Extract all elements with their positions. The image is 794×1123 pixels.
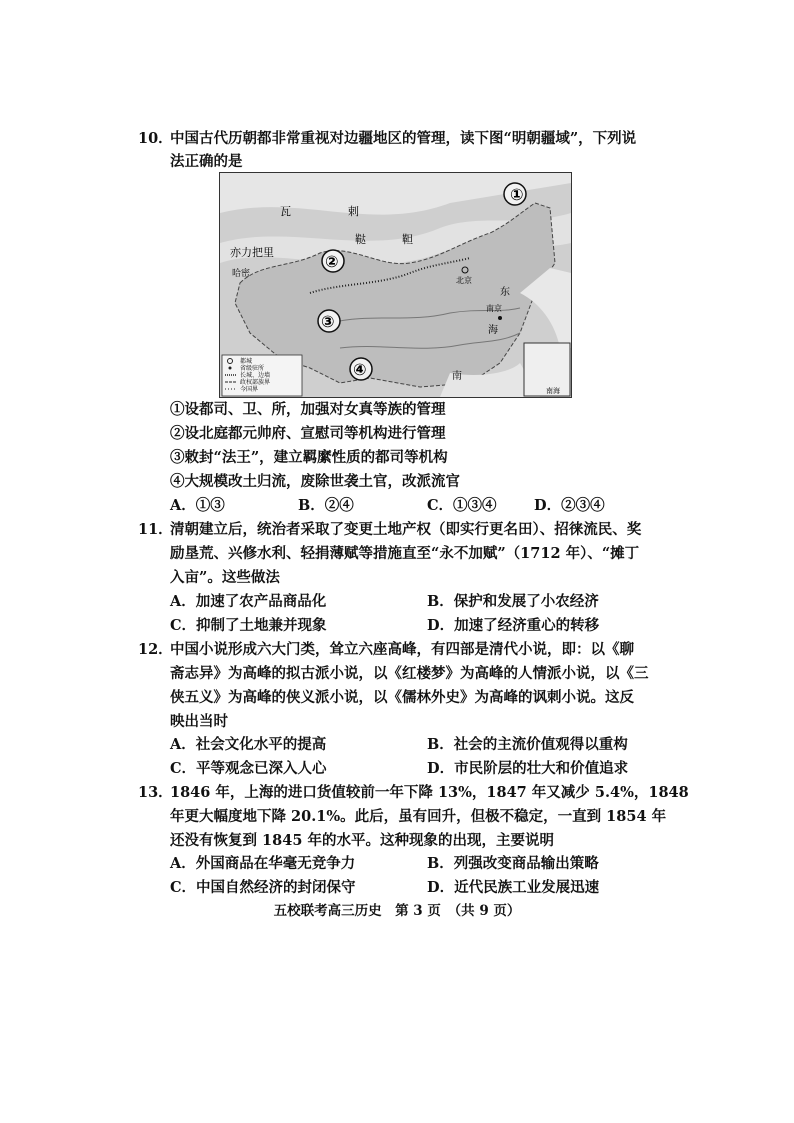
question-10-option-c[interactable]: C．①③④ <box>427 497 497 514</box>
question-12-option-b[interactable]: B．社会的主流价值观得以重构 <box>427 736 628 753</box>
question-10-option-a[interactable]: A．①③ <box>170 497 225 514</box>
map-region-2-label: ② <box>325 252 339 271</box>
map-label-nan: 南 <box>452 371 462 382</box>
question-13-option-a[interactable]: A．外国商品在华毫无竞争力 <box>170 855 356 872</box>
question-11-option-d[interactable]: D．加速了经济重心的转移 <box>427 617 600 634</box>
map-label-nanjing: 南京 <box>486 304 502 313</box>
question-10-number: 10． <box>138 130 173 147</box>
question-10-statement-3: ③敕封“法王”，建立羁縻性质的都司等机构 <box>170 449 448 466</box>
question-12-stem-line3: 侠五义》为高峰的侠义派小说，以《儒林外史》为高峰的讽刺小说。这反 <box>170 689 634 706</box>
question-10-option-d[interactable]: D．②③④ <box>534 497 605 514</box>
question-10-statement-2: ②设北庭都元帅府、宣慰司等机构进行管理 <box>170 425 446 442</box>
question-12-stem-line4: 映出当时 <box>170 713 228 730</box>
ming-dynasty-map <box>219 172 572 398</box>
question-12-stem-line2: 斋志异》为高峰的拟古派小说，以《红楼梦》为高峰的人情派小说，以《三 <box>170 665 649 682</box>
map-graphic <box>220 173 571 397</box>
question-10-statement-1: ①设都司、卫、所，加强对女真等族的管理 <box>170 401 446 418</box>
legend-item-5: 今国界 <box>240 386 259 393</box>
legend-item-4: 政权部族界 <box>240 379 271 386</box>
nanjing-marker <box>498 316 502 320</box>
map-label-la: 剌 <box>348 205 359 218</box>
question-10-stem-line2: 法正确的是 <box>170 153 243 170</box>
question-11-option-a[interactable]: A．加速了农产品商品化 <box>170 593 327 610</box>
question-12-option-d[interactable]: D．市民阶层的壮大和价值追求 <box>427 760 629 777</box>
map-region-4-label: ④ <box>353 360 367 379</box>
question-13-option-d[interactable]: D．近代民族工业发展迅速 <box>427 879 600 896</box>
map-label-dong: 东 <box>500 287 510 298</box>
question-10-stem-line1: 中国古代历朝都非常重视对边疆地区的管理，读下图“明朝疆域”，下列说 <box>170 130 637 147</box>
question-13-stem-line2: 年更大幅度地下降 20.1%。此后，虽有回升，但极不稳定，一直到 1854 年 <box>170 808 667 825</box>
question-13-option-c[interactable]: C．中国自然经济的封闭保守 <box>170 879 356 896</box>
legend-item-1: 都城 <box>240 358 253 365</box>
map-label-hai: 海 <box>488 325 498 336</box>
map-label-da: 鞑 <box>355 233 366 246</box>
question-12-number: 12． <box>138 641 173 658</box>
question-11-option-b[interactable]: B．保护和发展了小农经济 <box>427 593 599 610</box>
map-region-3-label: ③ <box>321 312 335 331</box>
question-11-stem-line1: 清朝建立后，统治者采取了变更土地产权（即实行更名田）、招徕流民、奖 <box>170 521 642 538</box>
legend-item-3: 长城、边墙 <box>240 372 271 379</box>
question-11-number: 11． <box>138 521 173 538</box>
map-label-wa: 瓦 <box>280 205 291 218</box>
question-11-stem-line3: 入亩”。这些做法 <box>170 569 280 586</box>
question-10-statement-4: ④大规模改土归流，废除世袭土官，改派流官 <box>170 473 460 490</box>
map-label-beijing: 北京 <box>456 276 472 285</box>
question-13-number: 13． <box>138 784 173 801</box>
map-label-yili: 亦力把里 <box>230 246 274 259</box>
question-13-stem-line3: 还没有恢复到 1845 年的水平。这种现象的出现，主要说明 <box>170 832 554 849</box>
map-label-nanhai: 南海 <box>546 387 560 395</box>
question-12-option-c[interactable]: C．平等观念已深入人心 <box>170 760 327 777</box>
question-13-option-b[interactable]: B．列强改变商品输出策略 <box>427 855 599 872</box>
question-12-option-a[interactable]: A．社会文化水平的提高 <box>170 736 327 753</box>
question-10-option-b[interactable]: B．②④ <box>298 497 354 514</box>
question-11-stem-line2: 励垦荒、兴修水利、轻捐薄赋等措施直至“永不加赋”（1712 年）、“摊丁 <box>170 545 640 562</box>
legend-item-2: 省级驻所 <box>240 365 265 372</box>
page-footer: 五校联考高三历史 第 3 页 （共 9 页） <box>273 903 521 919</box>
question-13-stem-line1: 1846 年，上海的进口货值较前一年下降 13%，1847 年又减少 5.4%，1848 <box>170 784 689 801</box>
question-12-stem-line1: 中国小说形成六大门类，耸立六座高峰，有四部是清代小说，即：以《聊 <box>170 641 634 658</box>
question-11-option-c[interactable]: C．抑制了土地兼并现象 <box>170 617 327 634</box>
map-label-hami: 哈密 <box>232 269 251 279</box>
map-label-dan: 靼 <box>402 233 413 246</box>
map-region-1-label: ① <box>510 185 524 204</box>
